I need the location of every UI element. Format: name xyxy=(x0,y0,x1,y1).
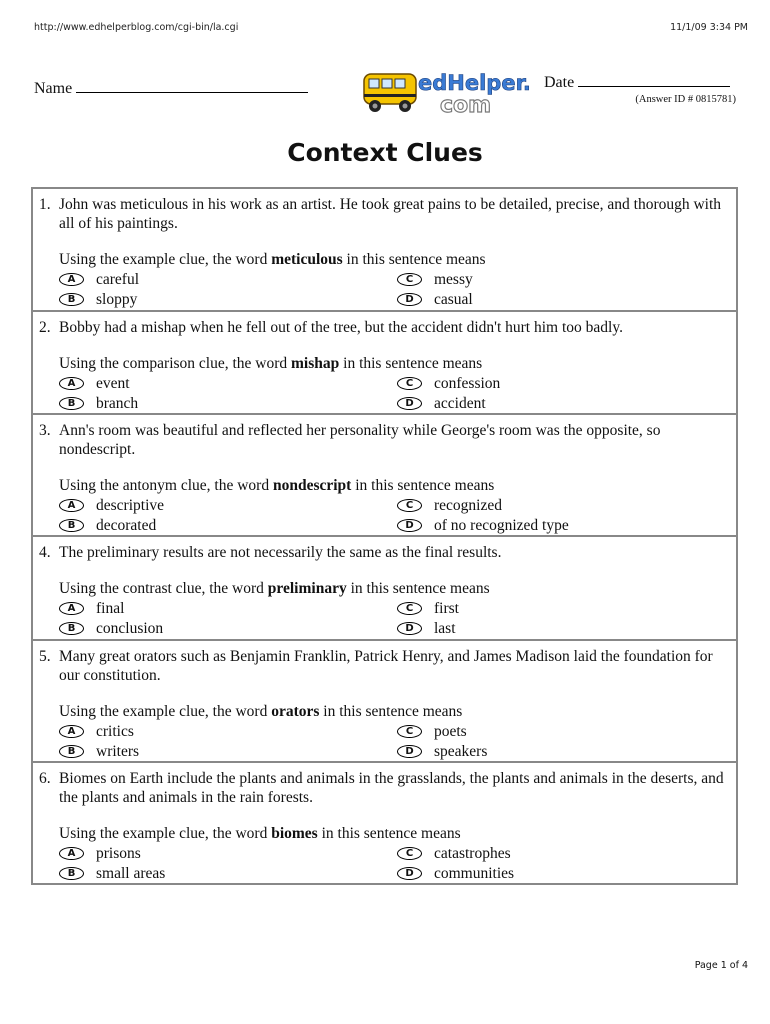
answer-bubble-icon[interactable]: C xyxy=(397,273,422,286)
answer-option[interactable] xyxy=(397,742,697,761)
question-number: 3. xyxy=(39,422,51,439)
question-text-row xyxy=(39,543,726,562)
question-text-row xyxy=(39,769,726,807)
question-text: Biomes on Earth include the plants and animals in the grasslands, the plants and animals in the deserts, and the plants and animals in the rain forests. xyxy=(59,770,724,806)
answer-option-text: conclusion xyxy=(96,620,164,637)
answer-option-text: poets xyxy=(434,723,467,740)
target-word: mishap xyxy=(291,355,340,372)
answer-option-text: messy xyxy=(434,271,473,288)
answer-bubble-icon[interactable]: B xyxy=(59,397,84,410)
question-box xyxy=(31,187,738,312)
answer-option-text: casual xyxy=(434,291,473,308)
answer-option-text: speakers xyxy=(434,743,488,760)
answer-option-text: sloppy xyxy=(96,291,138,308)
answer-option[interactable] xyxy=(59,844,397,863)
name-field xyxy=(34,80,308,98)
question-text-row xyxy=(39,318,726,337)
print-datetime: 11/1/09 3:34 PM xyxy=(670,22,748,33)
answer-options xyxy=(59,722,726,761)
answer-option-text: branch xyxy=(96,395,139,412)
question-number: 2. xyxy=(39,319,51,336)
answer-option[interactable] xyxy=(397,290,697,309)
answer-option[interactable] xyxy=(397,722,697,741)
name-line xyxy=(76,80,308,93)
answer-option-text: of no recognized type xyxy=(434,517,569,534)
question-text: The preliminary results are not necessarily the same as the final results. xyxy=(59,544,502,561)
question-prompt xyxy=(59,476,726,495)
question-box xyxy=(31,413,738,537)
answer-option[interactable] xyxy=(59,722,397,741)
answer-option[interactable] xyxy=(397,619,697,638)
answer-bubble-icon[interactable]: C xyxy=(397,602,422,615)
prompt-prefix: Using the example clue, the word xyxy=(59,825,272,842)
answer-options xyxy=(59,374,726,413)
answer-bubble-icon[interactable]: B xyxy=(59,867,84,880)
answer-bubble-icon[interactable]: C xyxy=(397,847,422,860)
answer-bubble-icon[interactable]: D xyxy=(397,867,422,880)
target-word: meticulous xyxy=(271,251,343,268)
answer-option[interactable] xyxy=(59,394,397,413)
prompt-suffix: in this sentence means xyxy=(346,580,490,597)
question-text: Ann's room was beautiful and reflected her personality while George's room was the opposite, so nondescript. xyxy=(59,422,661,458)
question-number: 6. xyxy=(39,770,51,787)
prompt-prefix: Using the contrast clue, the word xyxy=(59,580,268,597)
answer-option-text: final xyxy=(96,600,125,617)
answer-bubble-icon[interactable]: C xyxy=(397,499,422,512)
answer-option-text: critics xyxy=(96,723,134,740)
prompt-suffix: in this sentence means xyxy=(342,251,486,268)
question-box xyxy=(31,310,738,415)
question-number: 4. xyxy=(39,544,51,561)
answer-option-text: writers xyxy=(96,743,140,760)
prompt-prefix: Using the antonym clue, the word xyxy=(59,477,273,494)
answer-option[interactable] xyxy=(397,599,697,618)
answer-option[interactable] xyxy=(59,290,397,309)
prompt-prefix: Using the example clue, the word xyxy=(59,703,272,720)
target-word: biomes xyxy=(271,825,318,842)
question-prompt xyxy=(59,824,726,843)
answer-bubble-icon[interactable]: B xyxy=(59,745,84,758)
answer-bubble-icon[interactable]: B xyxy=(59,293,84,306)
page-url: http://www.edhelperblog.com/cgi-bin/la.cgi xyxy=(34,22,239,33)
name-label: Name xyxy=(34,80,73,97)
answer-options xyxy=(59,496,726,535)
answer-option[interactable] xyxy=(397,516,697,535)
answer-option-text: catastrophes xyxy=(434,845,511,862)
prompt-suffix: in this sentence means xyxy=(351,477,495,494)
prompt-suffix: in this sentence means xyxy=(339,355,483,372)
answer-option[interactable] xyxy=(397,270,697,289)
question-text: John was meticulous in his work as an artist. He took great pains to be detailed, precise, and thorough with all of his paintings. xyxy=(59,196,722,232)
answer-bubble-icon[interactable]: B xyxy=(59,519,84,532)
answer-option-text: recognized xyxy=(434,497,502,514)
answer-option[interactable] xyxy=(59,599,397,618)
answer-option[interactable] xyxy=(397,844,697,863)
answer-options xyxy=(59,270,726,309)
question-text-row xyxy=(39,421,726,459)
date-label: Date xyxy=(544,74,575,91)
answer-option[interactable] xyxy=(59,496,397,515)
answer-option[interactable] xyxy=(397,496,697,515)
answer-option[interactable] xyxy=(59,516,397,535)
answer-option[interactable] xyxy=(59,619,397,638)
answer-bubble-icon[interactable]: B xyxy=(59,622,84,635)
answer-option-text: small areas xyxy=(96,865,166,882)
prompt-suffix: in this sentence means xyxy=(317,825,461,842)
question-box xyxy=(31,535,738,641)
answer-bubble-icon[interactable]: A xyxy=(59,499,84,512)
logo-text-bottom: com xyxy=(440,93,492,118)
answer-bubble-icon[interactable]: A xyxy=(59,602,84,615)
answer-bubble-icon[interactable]: A xyxy=(59,725,84,738)
question-text: Many great orators such as Benjamin Franklin, Patrick Henry, and James Madison laid the foundation for our constitution. xyxy=(59,648,713,684)
logo-text-top: edHelper. xyxy=(418,71,531,95)
answer-bubble-icon[interactable]: D xyxy=(397,622,422,635)
question-prompt xyxy=(59,579,726,598)
answer-option-text: first xyxy=(434,600,459,617)
answer-option[interactable] xyxy=(397,374,697,393)
target-word: nondescript xyxy=(272,477,352,494)
answer-option-text: careful xyxy=(96,271,140,288)
school-bus-icon xyxy=(364,74,416,112)
answer-option[interactable] xyxy=(59,270,397,289)
answer-bubble-icon[interactable]: D xyxy=(397,293,422,306)
answer-bubble-icon[interactable]: D xyxy=(397,519,422,532)
date-line xyxy=(578,74,730,87)
answer-option[interactable] xyxy=(397,394,697,413)
answer-id: (Answer ID # 0815781) xyxy=(635,94,736,105)
question-text: Bobby had a mishap when he fell out of the tree, but the accident didn't hurt him too badly. xyxy=(59,319,623,336)
answer-options xyxy=(59,599,726,638)
answer-option[interactable] xyxy=(397,864,697,883)
answer-bubble-icon[interactable]: C xyxy=(397,377,422,390)
question-prompt xyxy=(59,702,726,721)
print-header xyxy=(34,22,748,33)
answer-option-text: communities xyxy=(434,865,515,882)
page-title: Context Clues xyxy=(287,138,483,167)
answer-option-text: decorated xyxy=(96,517,157,534)
question-text-row xyxy=(39,647,726,685)
question-prompt xyxy=(59,250,726,269)
question-box xyxy=(31,761,738,885)
answer-option-text: last xyxy=(434,620,456,637)
question-number: 5. xyxy=(39,648,51,665)
edhelper-logo xyxy=(360,62,531,118)
answer-bubble-icon[interactable]: A xyxy=(59,377,84,390)
answer-bubble-icon[interactable]: D xyxy=(397,397,422,410)
target-word: orators xyxy=(271,703,320,720)
answer-option[interactable] xyxy=(59,864,397,883)
answer-bubble-icon[interactable]: A xyxy=(59,847,84,860)
answer-option-text: confession xyxy=(434,375,501,392)
answer-option-text: event xyxy=(96,375,130,392)
question-text-row xyxy=(39,195,726,233)
date-field xyxy=(544,74,730,92)
prompt-prefix: Using the comparison clue, the word xyxy=(59,355,292,372)
page-number: Page 1 of 4 xyxy=(694,960,748,971)
answer-bubble-icon[interactable]: C xyxy=(397,725,422,738)
answer-option-text: descriptive xyxy=(96,497,165,514)
prompt-suffix: in this sentence means xyxy=(319,703,463,720)
question-box xyxy=(31,639,738,763)
answer-option[interactable] xyxy=(59,374,397,393)
question-number: 1. xyxy=(39,196,51,213)
answer-option[interactable] xyxy=(59,742,397,761)
answer-option-text: prisons xyxy=(96,845,141,862)
answer-bubble-icon[interactable]: D xyxy=(397,745,422,758)
target-word: preliminary xyxy=(267,580,347,597)
question-prompt xyxy=(59,354,726,373)
answer-options xyxy=(59,844,726,883)
prompt-prefix: Using the example clue, the word xyxy=(59,251,272,268)
answer-bubble-icon[interactable]: A xyxy=(59,273,84,286)
answer-option-text: accident xyxy=(434,395,486,412)
